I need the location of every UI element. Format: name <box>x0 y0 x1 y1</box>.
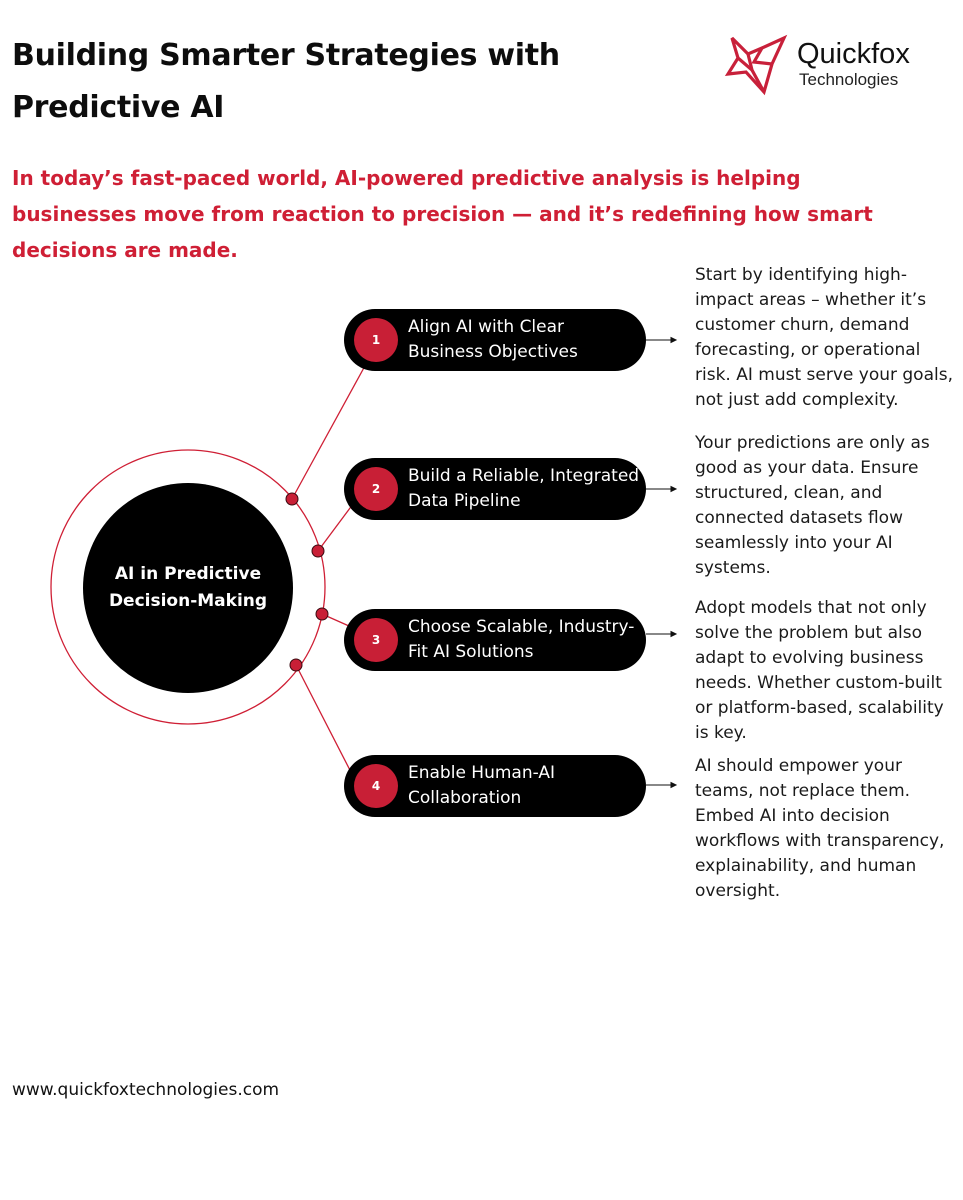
connector-node-3 <box>316 608 328 620</box>
connector-node-2 <box>312 545 324 557</box>
step-pill-3 <box>344 609 646 671</box>
arrow-head-3 <box>671 632 676 637</box>
arrow-head-4 <box>671 783 676 788</box>
step-label: Choose Scalable, Industry-Fit AI Solutions <box>408 617 635 662</box>
step-number-badge: 2 <box>354 467 398 511</box>
step-description-2: Your predictions are only as good as your data. Ensure structured, clean, and connected datasets flow seamlessly into your AI systems. <box>695 433 930 578</box>
connector-line-4 <box>296 665 354 778</box>
connector-node-4 <box>290 659 302 671</box>
step-label: Enable Human-AI Collaboration <box>408 763 556 808</box>
logo-name: Quickfox <box>797 38 910 70</box>
step-pill-2 <box>344 458 646 520</box>
website-link[interactable]: www.quickfoxtechnologies.com <box>12 1080 280 1100</box>
step-pill-4 <box>344 755 646 817</box>
step-description-3: Adopt models that not only solve the problem but also adapt to evolving business needs. Whether custom-built or platform-based, scalability is key. <box>695 598 944 743</box>
step-number-badge: 3 <box>354 618 398 662</box>
connector-node-1 <box>286 493 298 505</box>
step-label: Align AI with Clear Business Objectives <box>408 317 578 362</box>
step-pill-1 <box>344 309 646 371</box>
logo-subtitle: Technologies <box>799 70 899 89</box>
step-number-badge: 1 <box>354 318 398 362</box>
step-label: Build a Reliable, Integrated Data Pipeline <box>408 466 640 511</box>
hub-circle <box>83 483 293 693</box>
step-description-4: AI should empower your teams, not replace them. Embed AI into decision workflows with transparency, explainability, and human oversight. <box>695 756 945 901</box>
step-number-badge: 4 <box>354 764 398 808</box>
intro-text: In today’s fast-paced world, AI-powered predictive analysis is helping businesses move from reaction to precision — and it’s redefining how smart decisions are made. <box>12 166 873 262</box>
step-description-1: Start by identifying high-impact areas – whether it’s customer churn, demand forecasting, or operational risk. AI must serve your goals, not just add complexity. <box>695 265 953 410</box>
hub-label: AI in Predictive Decision-Making <box>108 564 268 611</box>
page-title: Building Smarter Strategies with Predictive AI <box>12 38 560 125</box>
arrow-head-1 <box>671 338 676 343</box>
arrow-head-2 <box>671 487 676 492</box>
